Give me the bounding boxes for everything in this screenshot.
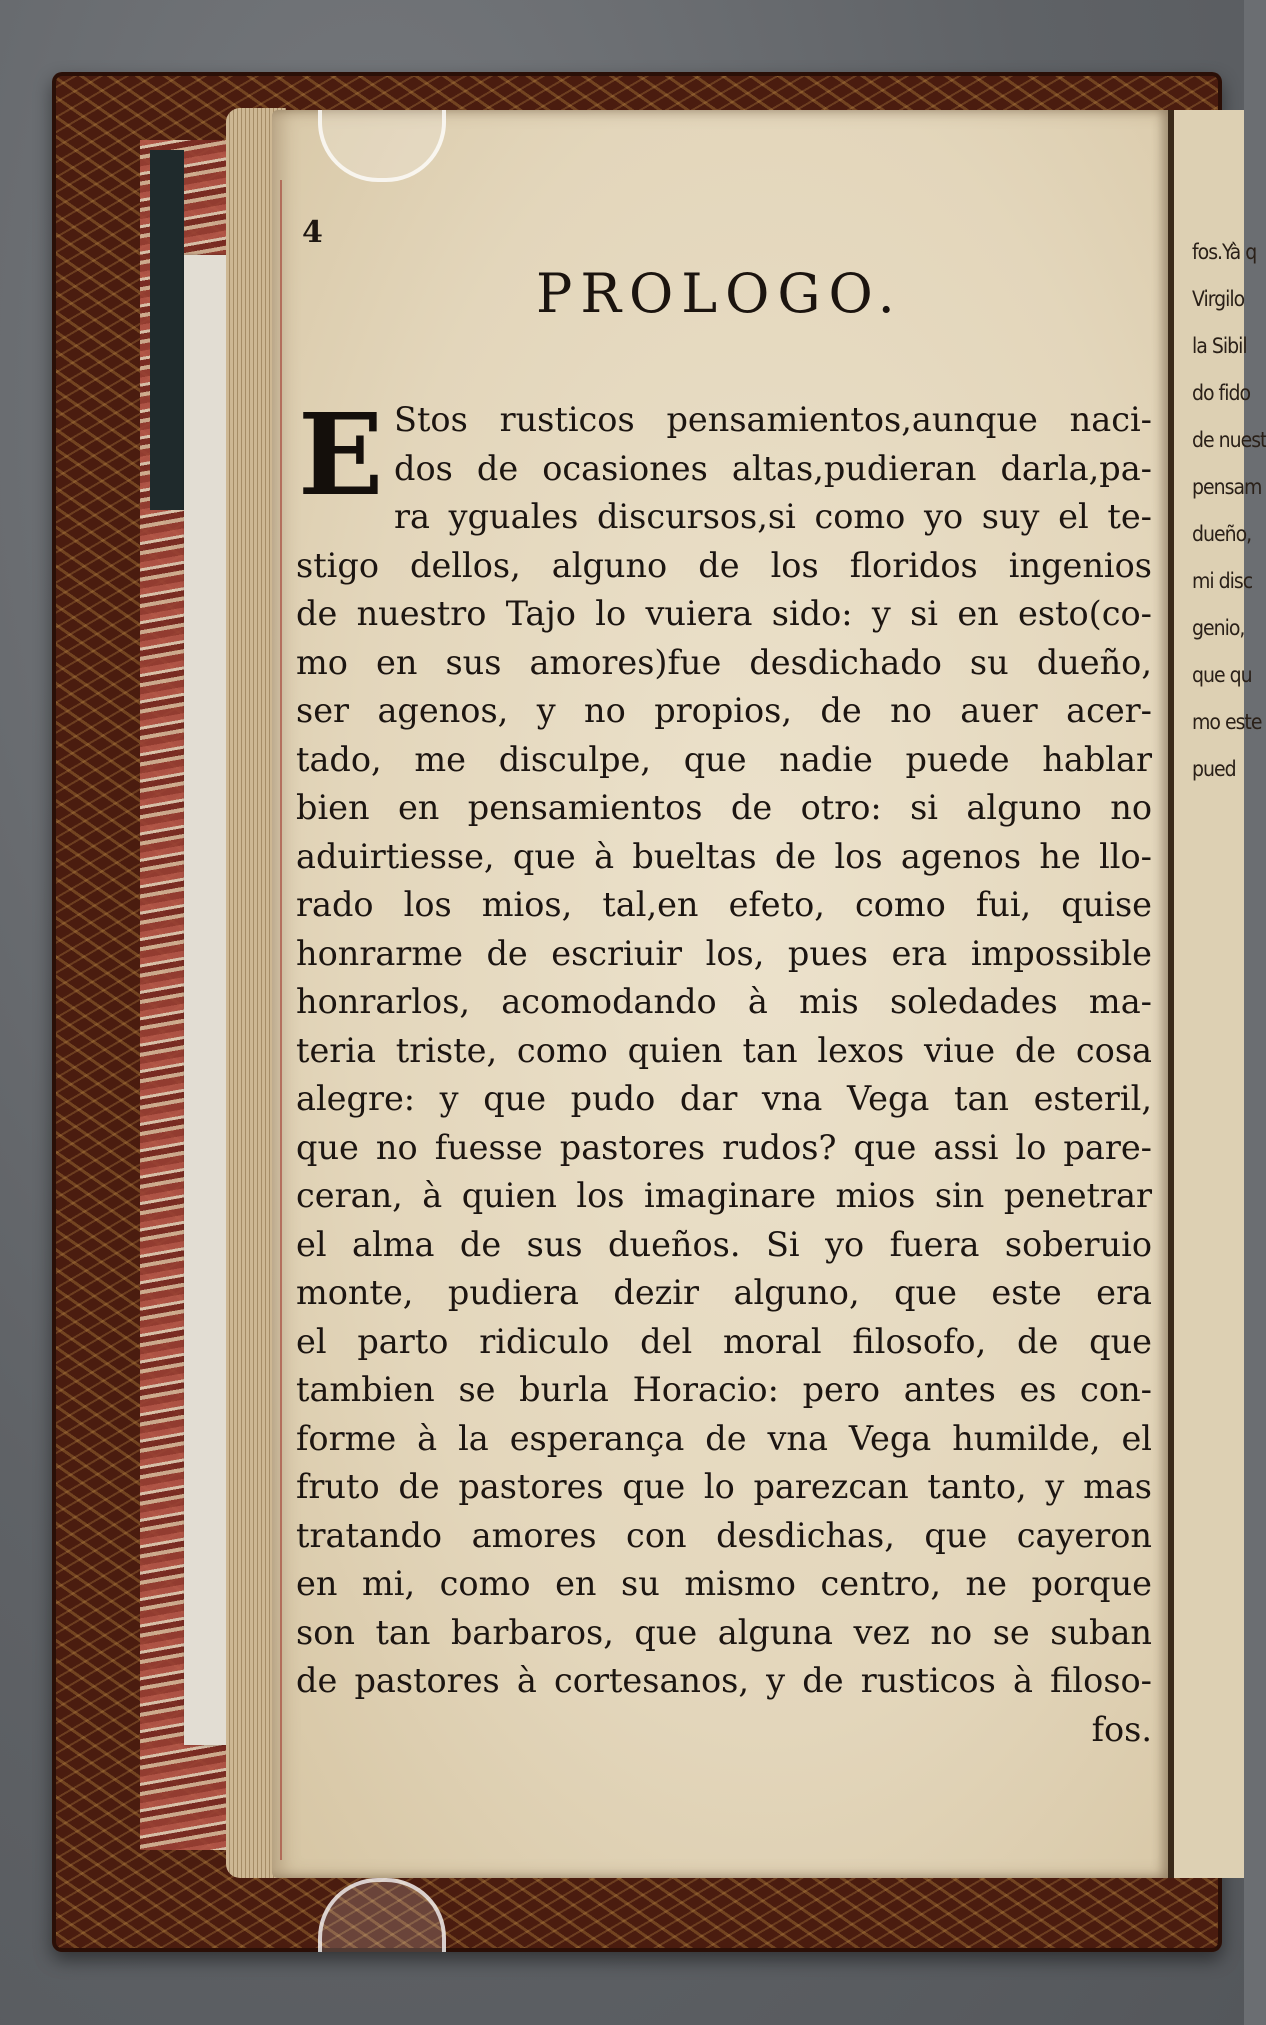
page-number: 4 — [302, 215, 323, 250]
text-line: tambien se burla Horacio: pero antes es con- — [296, 1370, 1152, 1409]
drop-initial: E — [298, 390, 384, 521]
text-line: alegre: y que pudo dar vna Vega tan esteril, — [296, 1079, 1152, 1118]
text-line: stigo dellos, alguno de los floridos ingenios — [296, 545, 1152, 585]
text-line: dos de ocasiones altas,pudieran darla,pa- — [394, 448, 1152, 488]
text-line: ceran, à quien los imaginare mios sin penetrar — [296, 1176, 1152, 1215]
facing-page — [1168, 110, 1266, 1878]
text-line: bien en pensamientos de otro: si alguno no — [296, 788, 1152, 827]
text-line: fos. — [1091, 1709, 1152, 1749]
facing-page-line: mi disc — [1192, 569, 1253, 593]
text-line: honrarlos, acomodando à mis soledades ma- — [296, 982, 1152, 1021]
facing-page-line: la Sibil — [1192, 334, 1247, 358]
text-line: aduirtiesse, que à bueltas de los agenos he llo- — [296, 836, 1152, 876]
text-line: de nuestro Tajo lo vuiera sido: y si en esto(co- — [296, 594, 1152, 633]
text-line: honrarme de escriuir los, pues era impossible — [296, 933, 1152, 973]
text-line: en mi, como en su mismo centro, ne porque — [296, 1564, 1152, 1603]
text-line: ser agenos, y no propios, de no auer acer- — [296, 691, 1152, 730]
text-line: Stos rusticos pensamientos,aunque naci- — [394, 400, 1152, 439]
text-line: mo en sus amores)fue desdichado su dueño, — [296, 642, 1152, 682]
text-line: forme à la esperança de vna Vega humilde, el — [296, 1418, 1152, 1458]
text-line: el parto ridiculo del moral filosofo, de que — [296, 1321, 1152, 1361]
facing-page-line: dueño, — [1192, 522, 1252, 546]
body-text — [296, 390, 1152, 1754]
endpaper-dark-strip — [150, 150, 184, 510]
text-line: ra yguales discursos,si como yo suy el te- — [394, 497, 1152, 536]
text-line: teria triste, como quien tan lexos viue de cosa — [296, 1030, 1152, 1070]
text-line: fruto de pastores que lo parezcan tanto, y mas — [296, 1467, 1152, 1506]
facing-page-line: Virgilo — [1192, 287, 1245, 311]
facing-page-line: fos.Yà q — [1192, 240, 1257, 264]
page-title: PROLOGO. — [536, 262, 903, 325]
facing-page-line: mo este — [1192, 710, 1262, 734]
text-line: monte, pudiera dezir alguno, que este era — [296, 1273, 1152, 1312]
text-line: rado los mios, tal,en efeto, como fui, quise — [296, 885, 1152, 924]
facing-page-line: do fido — [1192, 381, 1250, 405]
facing-page-line: de nuest — [1192, 428, 1266, 452]
text-line: de pastores à cortesanos, y de rusticos à filoso- — [296, 1661, 1152, 1700]
text-line: son tan barbaros, que alguna vez no se suban — [296, 1612, 1152, 1652]
text-line: el alma de sus dueños. Si yo fuera soberuio — [296, 1224, 1152, 1264]
text-line: tado, me disculpe, que nadie puede hablar — [296, 739, 1152, 779]
paper-slip — [184, 255, 226, 1745]
text-line: que no fuesse pastores rudos? que assi lo pare- — [296, 1127, 1152, 1167]
facing-page-line: que qu — [1192, 663, 1252, 687]
text-line: tratando amores con desdichas, que cayeron — [296, 1515, 1152, 1555]
facing-page-line: pensam — [1192, 475, 1262, 499]
facing-page-line: genio, — [1192, 616, 1245, 640]
facing-page-line: pued — [1192, 757, 1236, 781]
red-margin-rule — [280, 180, 282, 1860]
